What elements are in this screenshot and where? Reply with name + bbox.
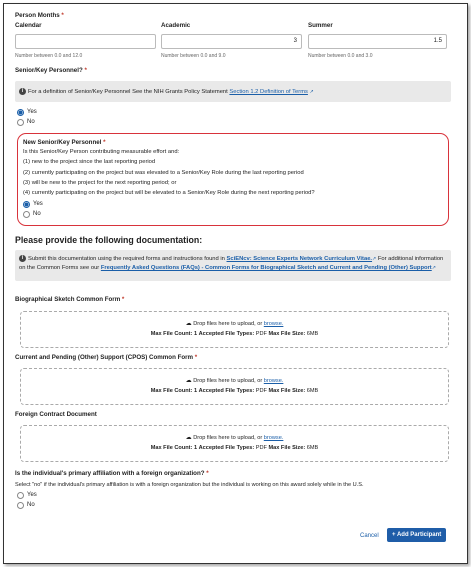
calendar-label: Calendar — [15, 22, 42, 29]
new-senior-key-no-radio[interactable] — [23, 211, 30, 218]
new-senior-key-line-4: (4) currently participating on the project but will be elevated to a Senior/Key Role during the next reporting period? — [23, 190, 315, 196]
documentation-heading: Please provide the following documentation: — [15, 235, 203, 245]
new-senior-key-line-2: (2) currently participating on the project but was elevated to a Senior/Key Role during the last reporting period — [23, 170, 304, 176]
academic-input[interactable]: 3 — [161, 34, 302, 49]
academic-hint: Number between 0.0 and 9.0 — [161, 53, 226, 59]
senior-key-info-bar — [15, 81, 451, 102]
browse-link[interactable]: browse. — [263, 378, 284, 384]
new-senior-key-yes-label: Yes — [33, 201, 43, 207]
documentation-info-bar — [15, 250, 451, 281]
info-icon: i — [19, 255, 26, 262]
foreign-affiliation-no-label: No — [27, 502, 35, 508]
cpos-dropzone[interactable]: ☁ Drop files here to upload, or browse. Max File Count: 1 Accepted File Types: PDF Max File Size: 6MB — [20, 368, 449, 405]
new-senior-key-line-3: (3) will be new to the project for the next reporting period; or — [23, 180, 177, 186]
plus-icon: + — [392, 532, 397, 538]
foreign-affiliation-label: Is the individual's primary affiliation with a foreign organization? * — [15, 470, 209, 477]
definition-of-terms-link[interactable]: Section 1.2 Definition of Terms — [229, 89, 308, 96]
calendar-hint: Number between 0.0 and 12.0 — [15, 53, 83, 59]
summer-hint: Number between 0.0 and 3.0 — [308, 53, 373, 59]
calendar-input[interactable] — [15, 34, 156, 49]
foreign-affiliation-help: Select "no" if the individual's primary affiliation is with a foreign organization but the individual is working on this award solely while in the U.S. — [15, 482, 364, 488]
sciencv-link[interactable]: SciENcv: Science Experts Network Curriculum Vitae. — [226, 256, 373, 263]
new-senior-key-yes-radio[interactable] — [23, 201, 30, 208]
senior-key-yes-radio[interactable] — [17, 109, 24, 116]
academic-label: Academic — [161, 22, 191, 29]
browse-link[interactable]: browse. — [263, 321, 284, 327]
info-icon: i — [19, 88, 26, 95]
person-months-heading: Person Months * — [15, 12, 64, 19]
summer-label: Summer — [308, 22, 333, 29]
senior-key-label: Senior/Key Personnel? * — [15, 67, 87, 74]
cloud-upload-icon: ☁ — [185, 435, 192, 441]
external-link-icon: ↗ — [372, 256, 377, 263]
external-link-icon: ↗ — [309, 89, 314, 96]
foreign-affiliation-no-radio[interactable] — [17, 502, 24, 509]
senior-key-no-label: No — [27, 119, 35, 125]
new-senior-key-line-0: Is this Senior/Key Person contributing measurable effort and: — [23, 149, 180, 155]
senior-key-yes-label: Yes — [27, 109, 37, 115]
cloud-upload-icon: ☁ — [185, 378, 192, 384]
foreign-contract-dropzone[interactable]: ☁ Drop files here to upload, or browse. Max File Count: 1 Accepted File Types: PDF Max File Size: 6MB — [20, 425, 449, 462]
summer-input[interactable]: 1.5 — [308, 34, 447, 49]
form-panel — [3, 3, 468, 564]
foreign-affiliation-yes-radio[interactable] — [17, 492, 24, 499]
cloud-upload-icon: ☁ — [185, 321, 192, 327]
cpos-label: Current and Pending (Other) Support (CPOS) Common Form * — [15, 354, 198, 361]
add-participant-button[interactable]: + Add Participant — [387, 528, 446, 542]
new-senior-key-no-label: No — [33, 211, 41, 217]
browse-link[interactable]: browse. — [263, 435, 284, 441]
faq-common-forms-link[interactable]: Frequently Asked Questions (FAQs) - Common Forms for Biographical Sketch and Current and Pending (Other) Support — [100, 265, 432, 272]
foreign-affiliation-yes-label: Yes — [27, 492, 37, 498]
new-senior-key-label: New Senior/Key Personnel * — [23, 139, 106, 146]
senior-key-no-radio[interactable] — [17, 119, 24, 126]
biosketch-label: Biographical Sketch Common Form * — [15, 296, 125, 303]
senior-key-info-text: For a definition of Senior/Key Personnel See the NIH Grants Policy Statement — [28, 89, 228, 96]
new-senior-key-line-1: (1) new to the project since the last reporting period — [23, 159, 156, 165]
cancel-button[interactable]: Cancel — [360, 533, 379, 539]
external-link-icon: ↗ — [431, 265, 436, 272]
documentation-info-text: i Submit this documentation using the required forms and instructions found in SciENcv: Science Experts Network Curriculum Vitae.↗ For additional information on the Common Forms see our Frequently Asked Questions (FAQs) - Common Forms for Biographical Sketch and Current and Pending (Other) Support↗ — [19, 255, 444, 272]
biosketch-dropzone[interactable]: ☁ Drop files here to upload, or browse. Max File Count: 1 Accepted File Types: PDF Max File Size: 6MB — [20, 311, 449, 348]
foreign-contract-label: Foreign Contract Document — [15, 411, 97, 418]
